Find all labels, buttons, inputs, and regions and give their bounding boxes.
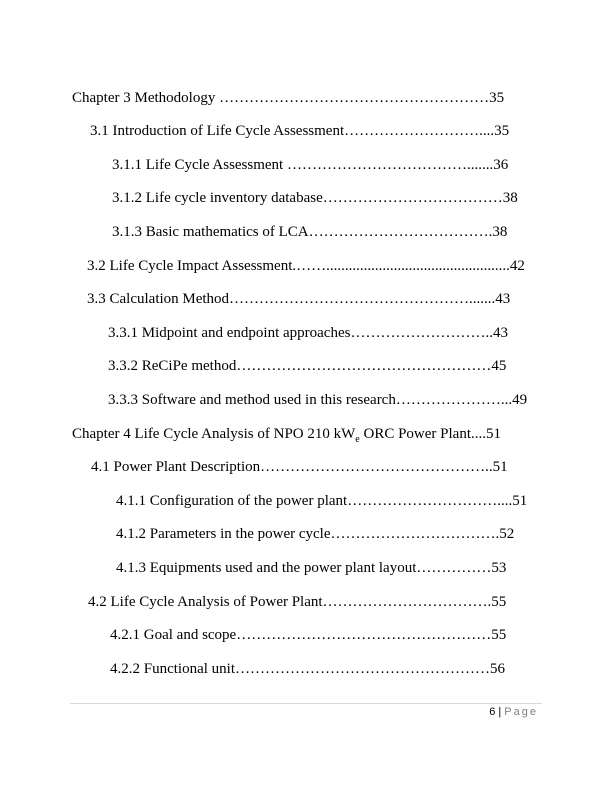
toc-entry-text: 3.1.1 Life Cycle Assessment ……………………………….......36	[112, 157, 509, 173]
toc-entry-text: 3.3.3 Software and method used in this research…………………...49	[108, 392, 528, 408]
toc-entry-3-1-1[interactable]	[112, 156, 508, 174]
subscript-e: e	[355, 434, 360, 445]
toc-entry-3-3-1[interactable]	[108, 324, 508, 342]
toc-entry-text: Chapter 4 Life Cycle Analysis of NPO 210 kW	[72, 426, 356, 442]
toc-entry-text: 4.2 Life Cycle Analysis of Power Plant…………………………….55	[88, 594, 507, 610]
toc-entry-text: 4.1 Power Plant Description………………………………………..51	[91, 459, 508, 475]
toc-entry-3-1[interactable]	[90, 122, 509, 140]
page-footer	[489, 706, 538, 718]
toc-entry-3-2[interactable]	[87, 257, 525, 275]
toc-entry-text: 3.1.2 Life cycle inventory database………………………………38	[112, 190, 518, 206]
toc-entry-4-2-1[interactable]	[110, 626, 506, 644]
toc-entry-4-1-3[interactable]	[116, 559, 506, 577]
toc-entry-4-1-1[interactable]	[116, 492, 527, 510]
toc-entry-4-2-2[interactable]	[110, 660, 505, 678]
toc-entry-text: 3.1 Introduction of Life Cycle Assessment………………………....35	[90, 123, 510, 139]
toc-entry-text: 3.2 Life Cycle Impact Assessment.…….................................................42	[87, 258, 525, 274]
toc-entry-text: 3.3.2 ReCiPe method……………………………………………45	[108, 358, 507, 374]
toc-entry-text-tail: ORC Power Plant....51	[359, 426, 502, 442]
toc-entry-3-3-3[interactable]	[108, 391, 527, 409]
toc-entry-chapter-3[interactable]	[72, 89, 504, 107]
toc-entry-4-2[interactable]	[88, 593, 506, 611]
toc-entry-text: 3.3 Calculation Method………………………………………….......43	[87, 291, 511, 307]
toc-entry-text: 4.1.2 Parameters in the power cycle…………………………….52	[116, 526, 515, 542]
toc-entry-text: 3.1.3 Basic mathematics of LCA……………………………….38	[112, 224, 508, 240]
toc-entry-text: 4.2.1 Goal and scope……………………………………………55	[110, 627, 507, 643]
toc-entry-3-1-3[interactable]	[112, 223, 507, 241]
footer-separator: |	[498, 706, 502, 718]
footer-divider	[70, 703, 542, 704]
toc-entry-text: 4.1.1 Configuration of the power plant…………………………....51	[116, 493, 528, 509]
toc-entry-3-1-2[interactable]	[112, 189, 518, 207]
toc-entry-text: 4.1.3 Equipments used and the power plant layout……………53	[116, 560, 507, 576]
toc-entry-text: Chapter 3 Methodology ………………………………………………35	[72, 90, 505, 106]
toc-entry-text: 3.3.1 Midpoint and endpoint approaches………………………..43	[108, 325, 508, 341]
toc-entry-4-1-2[interactable]	[116, 525, 514, 543]
toc-entry-3-3[interactable]	[87, 290, 510, 308]
toc-entry-3-3-2[interactable]	[108, 357, 506, 375]
page-number: 6	[489, 706, 496, 718]
toc-entry-text: 4.2.2 Functional unit……………………………………………56	[110, 661, 505, 677]
toc-entry-4-1[interactable]	[91, 458, 508, 476]
toc-entry-chapter-4[interactable]	[72, 425, 501, 449]
page-label: Page	[504, 706, 538, 718]
